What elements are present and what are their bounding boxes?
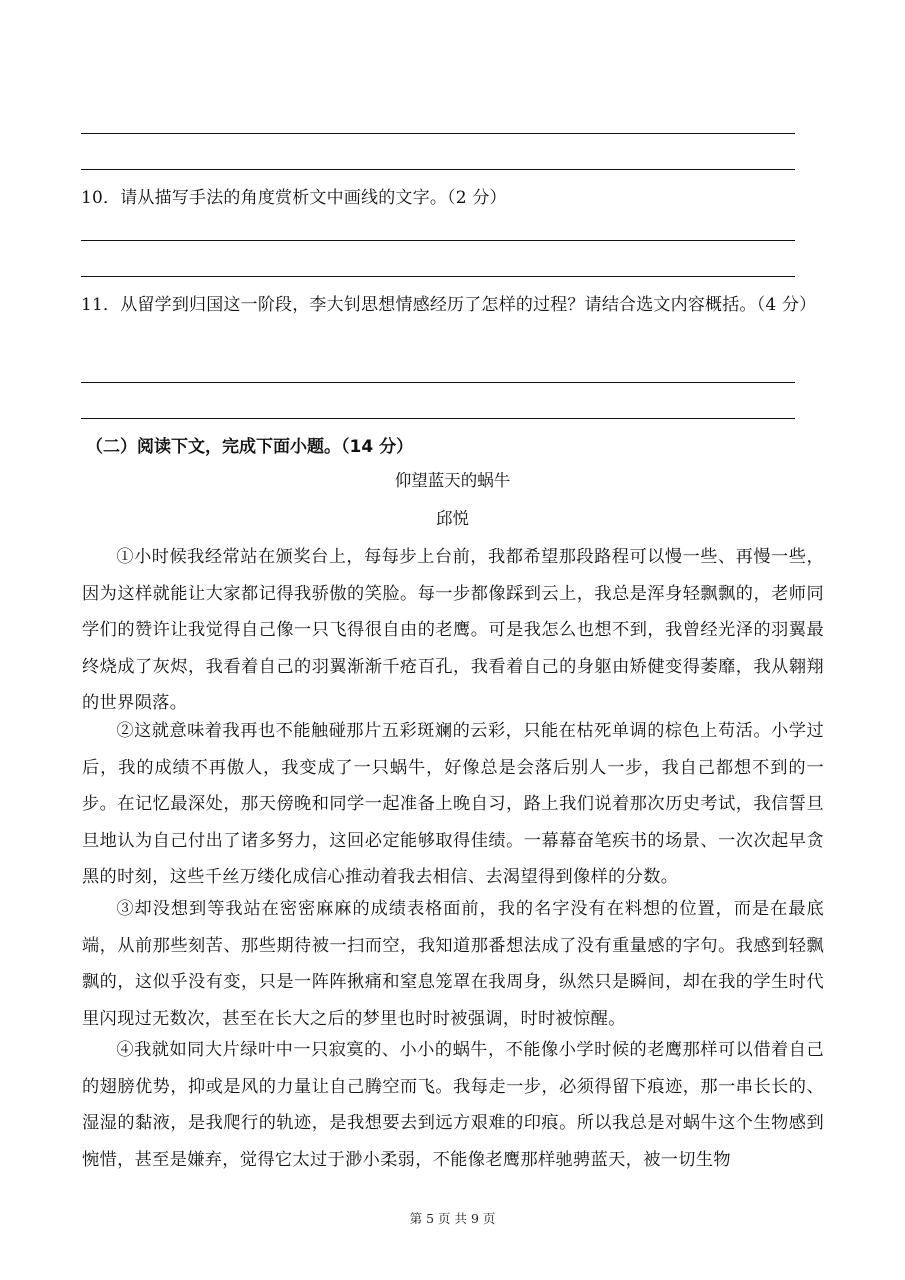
answer-line xyxy=(81,133,795,134)
page-footer: 第 5 页 共 9 页 xyxy=(409,1211,496,1226)
paragraph-2: ②这就意味着我再也不能触碰那片五彩斑斓的云彩，只能在枯死单调的棕色上苟活。小学过后，我的成绩不再傲人，我变成了一只蜗牛，好像总是会落后别人一步，我自己都想不到的一步。在记忆最深处，那天傍晚和同学一起准备上晚自习，路上我们说着那次历史考试，我信誓旦旦地认为自己付出了诸多努力，这回必定能够取得佳绩。一幕幕奋笔疾书的场景、一次次起早贪黑的时刻，这些千丝万缕化成信心推动着我去相信、去渴望得到像样的分数。 xyxy=(82,721,824,887)
paragraph-1: ①小时候我经常站在颁奖台上，每每步上台前，我都希望那段路程可以慢一些、再慢一些，因为这样就能让大家都记得我骄傲的笑脸。每一步都像踩到云上，我总是浑身轻飘飘的，老师同学们的赞许让我觉得自己像一只飞得很自由的老鹰。可是我怎么也想不到，我曾经光泽的羽翼最终烧成了灰烬，我看着自己的羽翼渐渐千疮百孔，我看着自己的身躯由矫健变得萎靡，我从翱翔的世界陨落。 xyxy=(82,547,824,713)
answer-line xyxy=(81,240,795,241)
section-heading: （二）阅读下文，完成下面小题。（14 分） xyxy=(86,437,414,457)
article-title: 仰望蓝天的蜗牛 xyxy=(394,471,511,490)
question-11: 11．从留学到归国这一阶段，李大钊思想情感经历了怎样的过程？请结合选文内容概括。（4 分） xyxy=(81,295,817,315)
answer-line xyxy=(81,382,795,383)
article-author: 邱悦 xyxy=(436,509,469,528)
answer-line xyxy=(81,418,795,419)
paragraph-3: ③却没想到等我站在密密麻麻的成绩表格面前，我的名字没有在料想的位置，而是在最底端，从前那些刻苦、那些期待被一扫而空，我知道那番想法成了没有重量感的字句。我感到轻飘飘的，这似乎没有变，只是一阵阵揪痛和窒息笼罩在我周身，纵然只是瞬间，却在我的学生时代里闪现过无数次，甚至在长大之后的梦里也时时被强调，时时被惊醒。 xyxy=(82,899,824,1029)
paragraph-4: ④我就如同大片绿叶中一只寂寞的、小小的蜗牛，不能像小学时候的老鹰那样可以借着自己的翅膀优势，抑或是风的力量让自己腾空而飞。我每走一步，必须得留下痕迹，那一串长长的、湿湿的黏液，是我爬行的轨迹，是我想要去到远方艰难的印痕。所以我总是对蜗牛这个生物感到惋惜，甚至是嫌弃，觉得它太过于渺小柔弱，不能像老鹰那样驰骋蓝天，被一切生物 xyxy=(82,1040,824,1170)
answer-line xyxy=(81,169,795,170)
answer-line xyxy=(81,276,795,277)
question-10: 10．请从描写手法的角度赏析文中画线的文字。（2 分） xyxy=(81,188,507,208)
